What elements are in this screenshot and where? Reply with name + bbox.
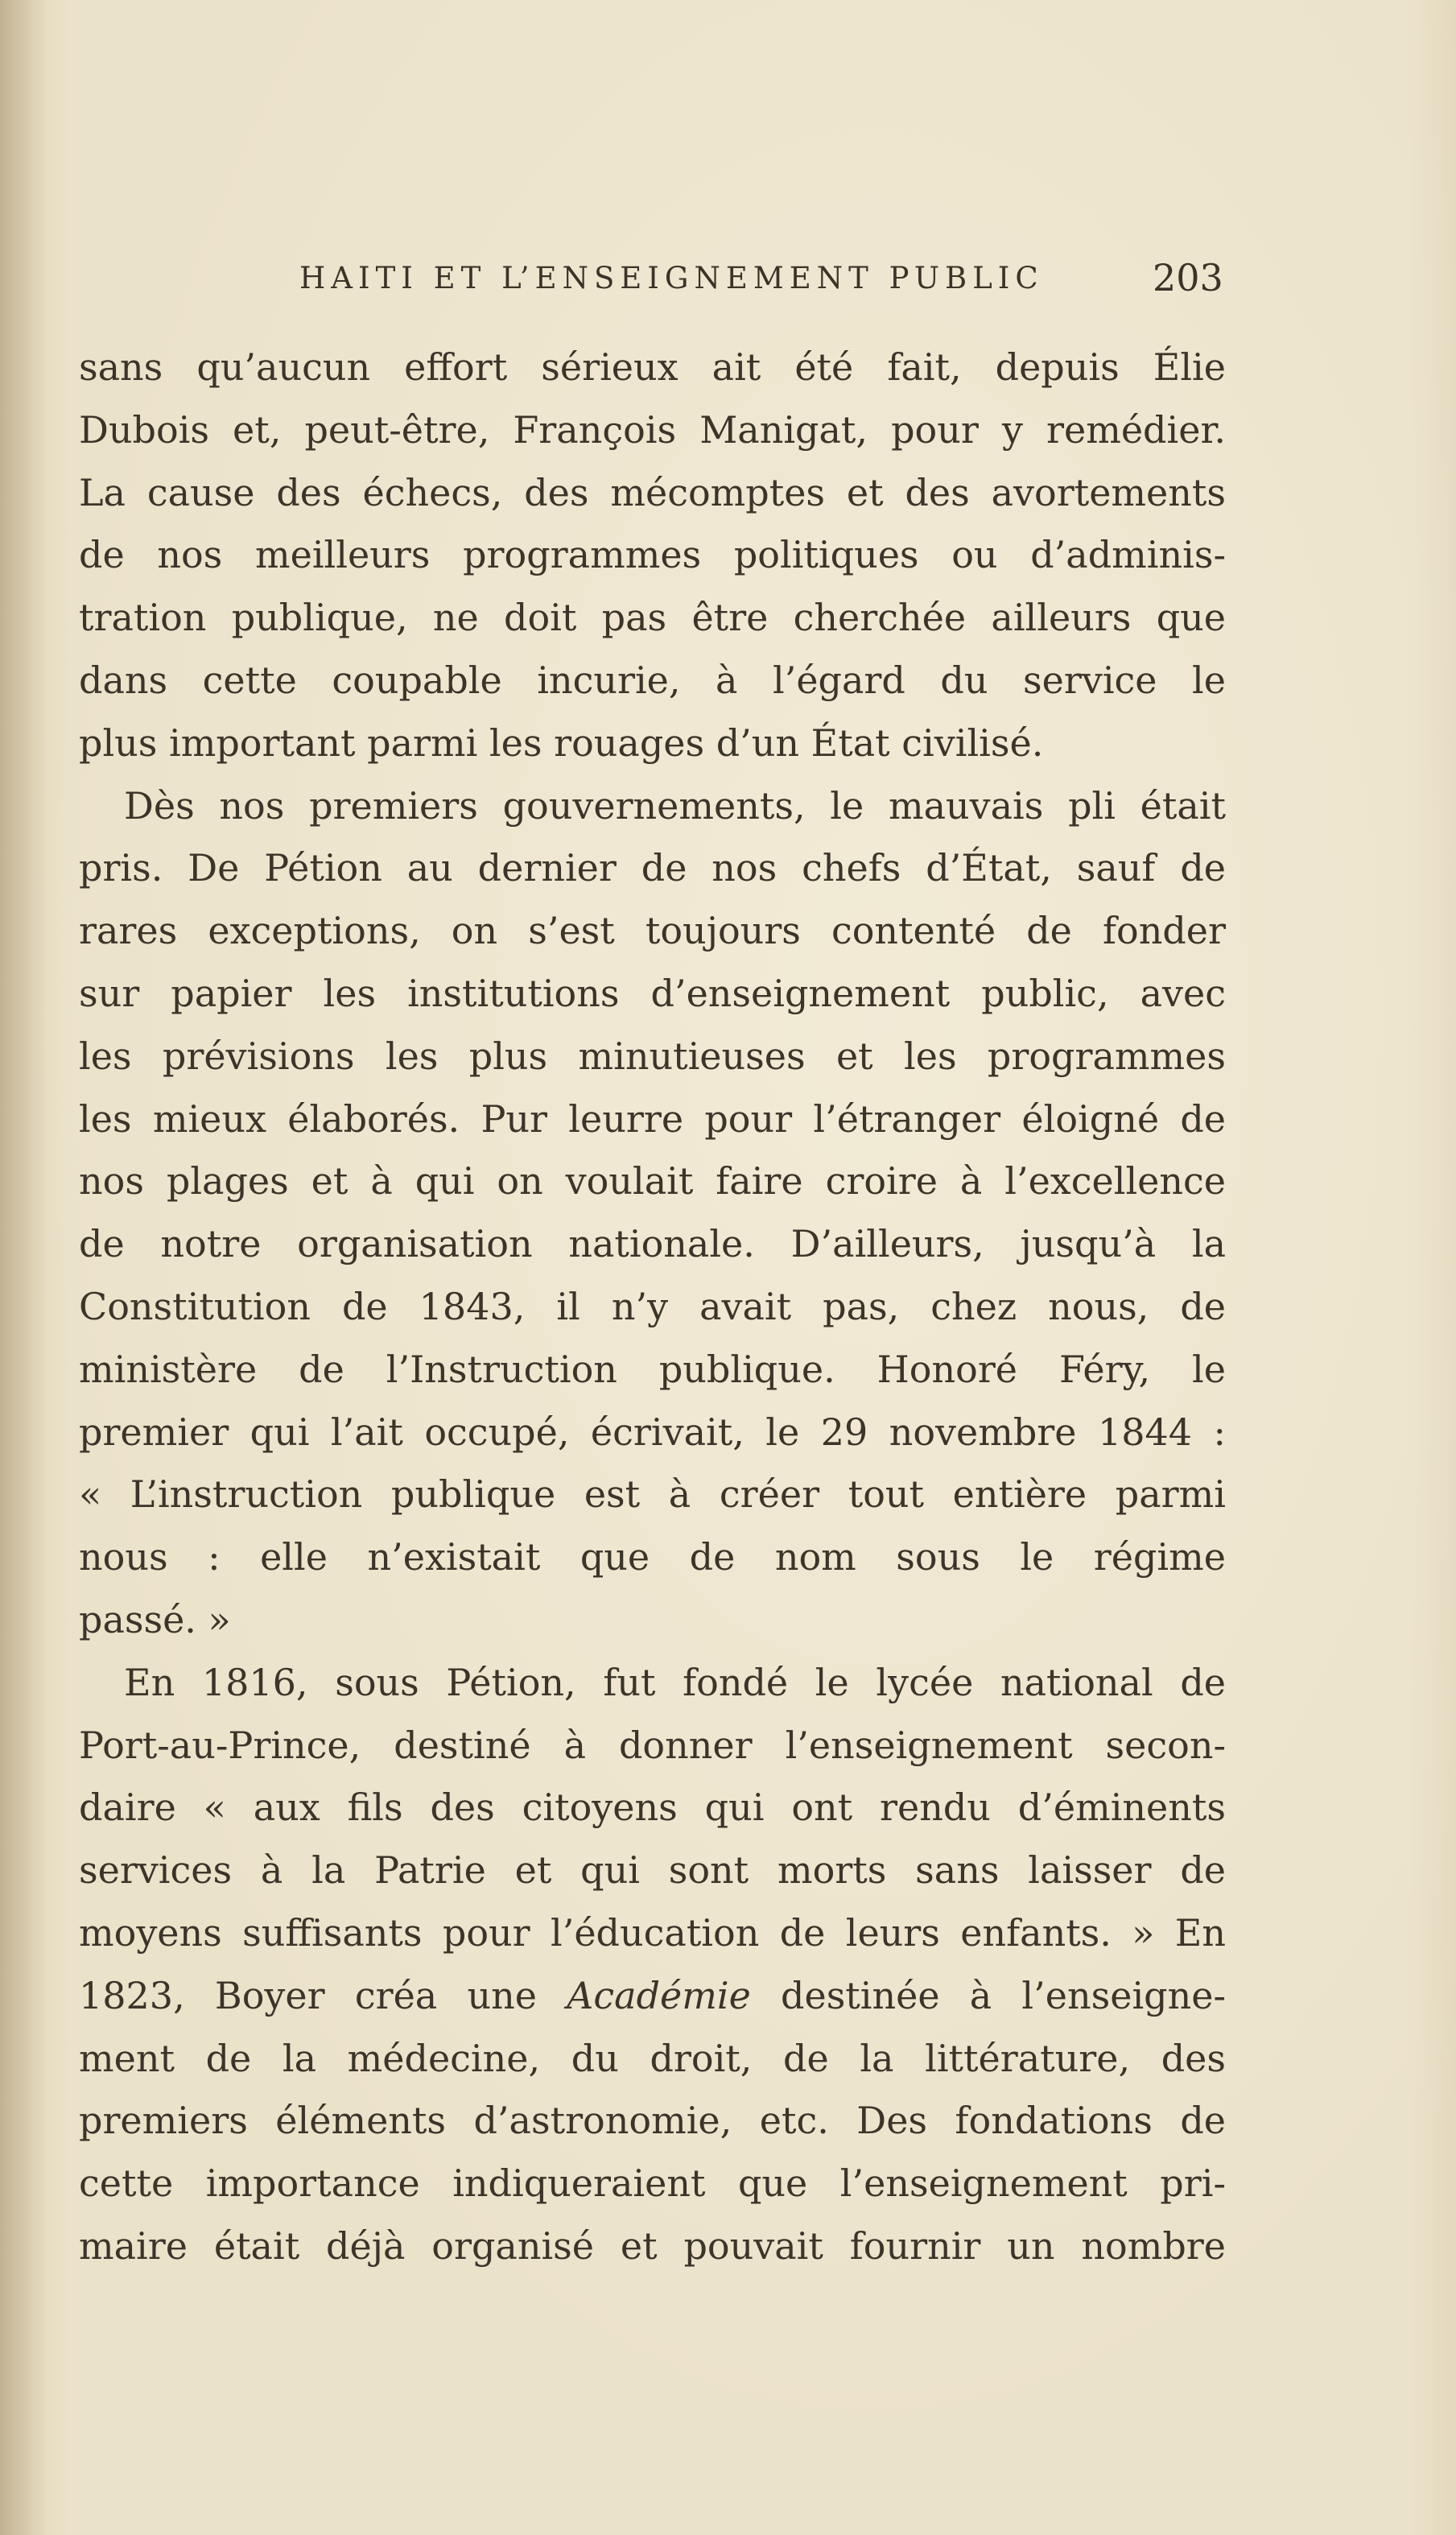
text-line-with-italic (79, 1965, 1226, 2028)
text-line: rares exceptions, on s’est toujours contenté de fonder (79, 909, 1226, 953)
text-line: Dubois et, peut-être, François Manigat, pour y remédier. (79, 407, 1226, 452)
text-line: Constitution de 1843, il n’y avait pas, chez nous, de (79, 1284, 1226, 1328)
text-segment: 1823, Boyer créa une (79, 1973, 567, 2017)
text-line: sans qu’aucun effort sérieux ait été fait, depuis Élie (79, 345, 1226, 389)
text-line: Port-au-Prince, destiné à donner l’enseignement secon- (79, 1723, 1226, 1767)
text-line: « L’instruction publique est à créer tout entière parmi (79, 1472, 1226, 1517)
text-line: daire « aux fils des citoyens qui ont rendu d’éminents (79, 1786, 1226, 1830)
text-line: les prévisions les plus minutieuses et les programmes (79, 1034, 1226, 1078)
page-header (0, 256, 1456, 304)
text-line: cette importance indiqueraient que l’enseignement pri- (79, 2161, 1226, 2206)
text-line: En 1816, sous Pétion, fut fondé le lycée national de (124, 1660, 1226, 1704)
text-line: nous : elle n’existait que de nom sous le régime (79, 1535, 1226, 1579)
text-line: nos plages et à qui on voulait faire croire à l’excellence (79, 1159, 1226, 1204)
text-line: premiers éléments d’astronomie, etc. Des fondations de (79, 2099, 1226, 2143)
text-line: ministère de l’Instruction publique. Honoré Féry, le (79, 1347, 1226, 1391)
text-line: premier qui l’ait occupé, écrivait, le 29 novembre 1844 : (79, 1410, 1226, 1454)
text-segment: destinée à l’enseigne- (750, 1973, 1226, 2017)
text-line: moyens suffisants pour l’éducation de leurs enfants. » En (79, 1910, 1226, 1955)
text-line: maire était déjà organisé et pouvait fournir un nombre (79, 2223, 1226, 2268)
text-line: passé. » (79, 1597, 231, 1641)
text-line: pris. De Pétion au dernier de nos chefs d’État, sauf de (79, 846, 1226, 890)
running-title: HAITI ET L’ENSEIGNEMENT PUBLIC (299, 261, 1044, 295)
text-line: de notre organisation nationale. D’ailleurs, jusqu’à la (79, 1222, 1226, 1266)
text-line: sur papier les institutions d’enseignement public, avec (79, 971, 1226, 1015)
text-line: plus important parmi les rouages d’un État civilisé. (79, 720, 1044, 765)
text-line: Dès nos premiers gouvernements, le mauvais pli était (124, 783, 1226, 828)
page-gutter-shadow (0, 0, 48, 2535)
italic-term: Académie (567, 1973, 751, 2017)
text-line: les mieux élaborés. Pur leurre pour l’étranger éloigné de (79, 1096, 1226, 1141)
text-line: La cause des échecs, des mécomptes et des avortements (79, 470, 1226, 514)
text-line: dans cette coupable incurie, à l’égard du service le (79, 658, 1226, 702)
text-line: services à la Patrie et qui sont morts sans laisser de (79, 1848, 1226, 1893)
page-number: 203 (1153, 256, 1223, 299)
text-line: tration publique, ne doit pas être cherchée ailleurs que (79, 596, 1226, 640)
body-text (79, 336, 1226, 2278)
text-line: de nos meilleurs programmes politiques ou d’adminis- (79, 533, 1226, 577)
text-line: ment de la médecine, du droit, de la littérature, des (79, 2036, 1226, 2080)
